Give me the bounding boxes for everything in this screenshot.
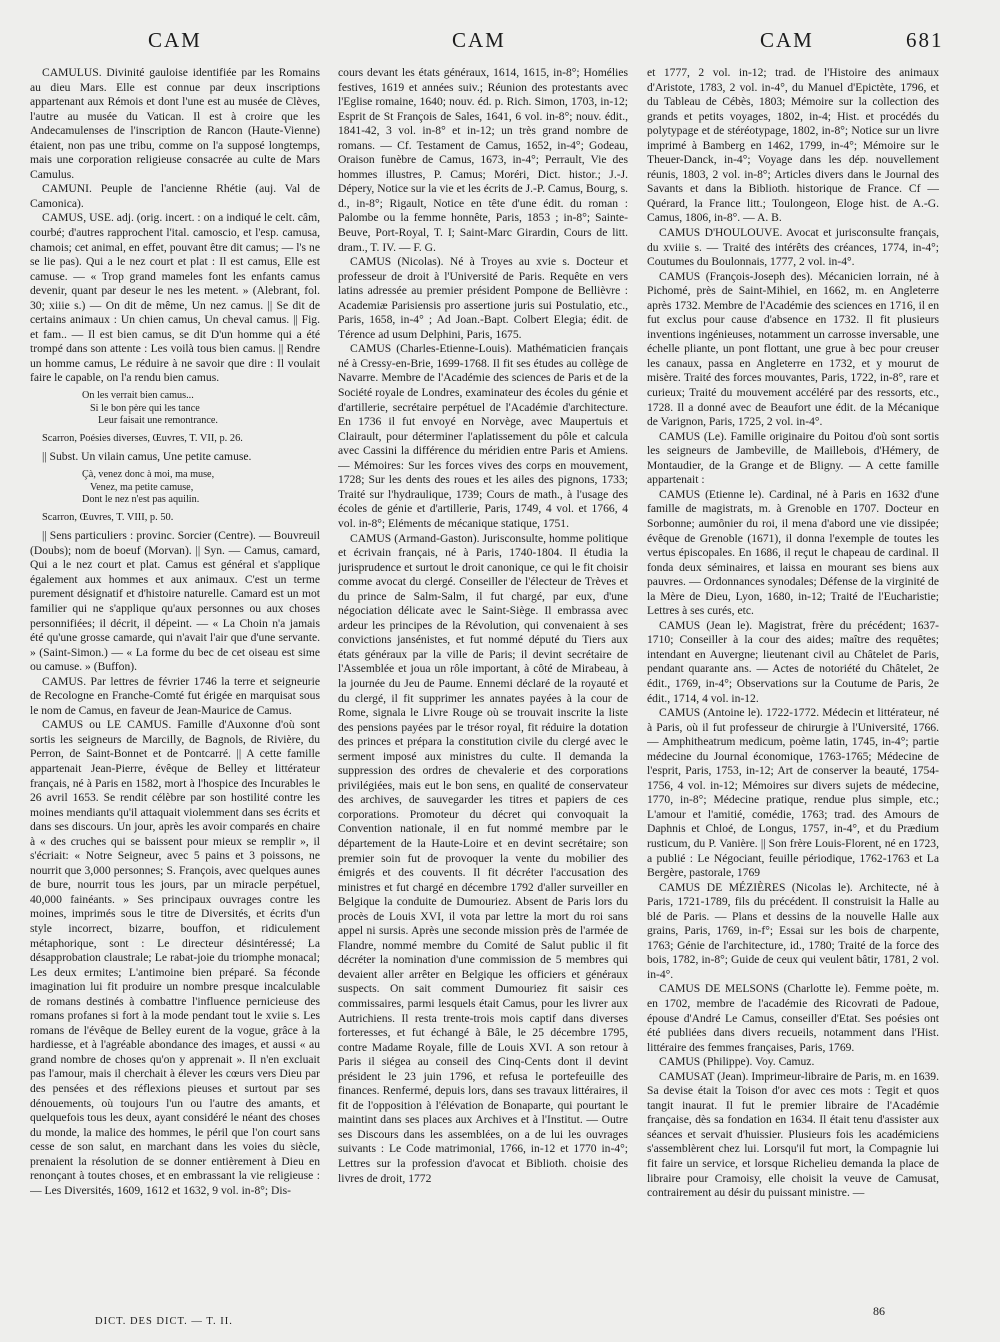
entry-camus-houlouve: CAMUS D'HOULOUVE. Avocat et jurisconsulte français, du xviiie s. — Traité des intérêts des créances, 1774, in-4°; Coutumes du Boulonnais, 1777, 2 vol. in-4°.: [647, 226, 939, 269]
entry-camus-etienne: CAMUS (Etienne le). Cardinal, né à Paris en 1632 d'une famille de magistrats, m. à Grenoble en 1707. Docteur en Sorbonne; aumônier du roi, il mena d'abord une vie dissipée; évêque de Grenoble (1671), il donna l'exemple de toutes les vertus épiscopales. En 1686, il reçut le chapeau de cardinal. Il fonda deux séminaires, et laissa en mourant ses biens aux pauvres. — Ordonnances synodales; Défense de la virginité de la Mère de Dieu, Lyon, 1680, in-12; Traité de l'Eucharistie; Lettres à ses curés, etc.: [647, 487, 939, 618]
entry-camus-nicolas: CAMUS (Nicolas). Né à Troyes au xvie s. Docteur et professeur de droit à l'Université de Paris. Requête en vers latins adressée au premier président Pompone de Bellièvre : Academiæ Parisiensis pro assertione juris sui Postulatio, etc., Paris, 1658, in-4° ; Ad Joan.-Bapt. Colbert Elegia; édit. de Térence ad usum Delphini, Paris, 1675.: [338, 255, 628, 341]
page-number: 681: [906, 28, 944, 52]
verse-quote: [82, 469, 320, 507]
verse-line: Venez, ma petite camuse,: [90, 481, 194, 493]
entry-camus-adj: CAMUS, USE. adj. (orig. incert. : on a indiqué le celt. câm, courbé; d'autres rapprochent l'ital. camoscio, et l'esp. camusa, chamois; cet animal, en effet, pouvant être dit camus; — l's ne se lie pas). Qui a le nez court et plat : Il est camus, Elle est camuse. — « Trop grand mameles font les enfants camus devenir, quant par deseur le nes les metent. » (Alebrant, fol. 30; xiiie s.) — On dit de même, Un nez camus. || Se dit de certains animaux : Un chien camus, Un cheval camus. || Fig. et fam.. — Il est bien camus, se dit D'un homme qui a été trompé dans son attente : Les voilà tous bien camus. || Rendre un homme camus, Le réduire à ne savoir que dire : Il voulait faire le capable, on l'a rendu bien camus.: [30, 211, 320, 385]
entry-camus-francois: CAMUS (François-Joseph des). Mécanicien lorrain, né à Pichomé, près de Saint-Mihiel, en 1662, m. en Angleterre après 1732. Membre de l'Académie des sciences en 1716, il en fut exclus pour cause d'absence en 1732. Il fit plusieurs inventions ingénieuses, notamment un carrosse inversable, une échelle pliante, un pont flottant, une grue à bec pour creuser les canaux, passa en Angleterre en 1732, et y mourut de misère. Traité des forces mouvantes, Paris, 1722, in-8°, rare et curieux; Traité du mouvement accéléré par des ressorts, etc., 1728. Il a donné avec de Beaufort une édit. de la Mécanique de Varignon, Paris, 1725, 2 vol. in-4°.: [647, 269, 939, 429]
entry-camuni: CAMUNI. Peuple de l'ancienne Rhétie (auj. Val de Camonica).: [30, 182, 320, 210]
entry-camus-charles: CAMUS (Charles-Etienne-Louis). Mathématicien français né à Cressy-en-Brie, 1699-1768. Il fit ses études au collège de Navarre. Membre de l'Académie des sciences de Paris et de la Société royale de Londres, examinateur des écoles du génie et d'artillerie, secrétaire perpétuel de l'Académie d'architecture. En 1736 il fut envoyé en Norvège, avec Maupertuis et Clairault, pour déterminer l'aplatissement du pôle et calcula avec Cassini la différence du méridien entre Paris et Amiens. — Mémoires: Sur les forces vives des corps en mouvement, 1728; Sur les dents des roues et les ailes des pignons, 1733; Traité sur l'hydraulique, 1739; Cours de math., à l'usage des écoles de génie et d'artillerie, Paris, 1749, 4 vol. et 1766, 4 vol. in-8°; Eléments de mécanique statique, 1751.: [338, 342, 628, 530]
entry-camus-armand: CAMUS (Armand-Gaston). Jurisconsulte, homme politique et écrivain français, né à Paris, 1740-1804. Il étudia la jurisprudence et surtout le droit canonique, ce qui le fit choisir comme avocat du clergé. Conseiller de l'électeur de Trèves et du prince de Salm-Salm, il fut chargé, par eux, d'une négociation délicate avec le Saint-Siège. Il embrassa avec ardeur les principes de la Révolution, qui convenaient à ses convictions jansénistes, et fut nommé député du Tiers aux états généraux par la ville de Paris; il devint secrétaire de l'Assemblée et joua un rôle important, à côté de Mirabeau, à la journée du Jeu de Paume. Ennemi déclaré de la royauté et du clergé, il fit supprimer les annates payées à la cour de Rome, signala le Livre Rouge où se trouvait inscrite la liste des pensions payées par le trésor royal, fit réduire la dotation des princes et prépara la constitution civile du clergé avec le serment imposé aux ministres du culte. Il demanda la suppression des ordres de chevalerie et des corporations privilégiées, mais eut le bon sens, en qualité de conservateur des archives, de sauvegarder les titres et papiers de ces corporations. Promoteur du décret qui convoquait la Convention nationale, il en fut nommé membre par le département de la Haute-Loire et en devint secrétaire; son premier soin fut de provoquer la vente du mobilier des émigrés et des couvents. Il fit décréter l'accusation des ministres et fut chargé en décembre 1792 d'aller surveiller en Belgique la conduite de Dumouriez. Absent de Paris lors du procès de Louis XVI, il vota par lettre la mort du roi sans appel ni sursis. Après une seconde mission près de l'armée de Flandre, nommé membre du Comité de Salut public il fit décréter la nomination d'une commission de 5 membres qui devaient aller arrêter en Belgique les officiers et généraux suspects. On sait comment Dumouriez fit saisir ces commissaires, parmi lesquels était Camus, pour les livrer aux Autrichiens. Il resta trente-trois mois captif dans diverses forteresses, et fut échangé à Bâle, le 25 décembre 1795, contre Madame Royale, fille de Louis XVI. A son retour à Paris il siégea au conseil des Cinq-Cents dont il devint président le 23 juin 1796, et refusa le portefeuille des finances. Renfermé, depuis lors, dans ses travaux littéraires, il fit de l'opposition à l'élévation de Bonaparte, qui pourtant le maintint dans ses places aux Archives et à l'Institut. — Outre ses Discours dans les assemblées, on a de lui les ouvrages suivants : Le Code matrimonial, 1766, in-12 et 1770 in-4°; Lettres sur la profession d'avocat et Biblioth. choisie des livres de droit, 1772: [338, 531, 628, 1185]
entry-camulus: CAMULUS. Divinité gauloise identifiée par les Romains au dieu Mars. Elle est connue par deux inscriptions appartenant aux Rémois et dont l'une est au musée de Clèves, l'autre au musée du Vatican. Il est à croire que les Andecamulenses de l'inscription de Rancon (Haute-Vienne) étaient, non pas une tribu, comme on l'a supposé longtemps, mais une corporation religieuse consacrée au culte de Mars Camulus.: [30, 66, 320, 181]
entry-continuation: et 1777, 2 vol. in-12; trad. de l'Histoire des animaux d'Aristote, 1783, 2 vol. in-4°, du Manuel d'Epictète, 1796, et du Tableau de Cébès, 1803; Mémoire sur la collection des grands et petits voyages, 1802, in-4; Hist. et procédés du polytypage et de stéréotypage, 1802, in-8°; Notice sur un livre imprimé à Bamberg en 1462, 1799, in-4°; Mémoire sur le Theuer-Danck, in-4°; Voyage dans les dép. nouvellement réunis, 1803, 2 vol. in-8°; Articles divers dans le Journal des Savants et dans la Biblioth. historique de France. Cf — Quérard, la France litt.; Toulongeon, Eloge hist. de A.-G. Camus, 1806, in-8°. — A. B.: [647, 66, 939, 225]
entry-sens-particuliers: || Sens particuliers : provinc. Sorcier (Centre). — Bouvreuil (Doubs); nom de boeuf (Morvan). || Syn. — Camus, camard, Qui a le nez court et plat. Camus est général et s'applique également aux hommes et aux animaux. C'est un terme purement désignatif et d'histoire naturelle. Camard est un mot familier qui ne s'applique qu'aux personnes ou aux choses personnifiées; il décrit, il dépeint. — « La Choin n'a jamais été qu'une grosse camarde, qui n'avait l'air que d'une servante. » (Saint-Simon.) — « La forme du bec de cet oiseau est sime ou camuse. » (Buffon).: [30, 529, 320, 674]
entry-camus-antoine: CAMUS (Antoine le). 1722-1772. Médecin et littérateur, né à Paris, où il fut professeur de chirurgie à l'Université, 1766. — Amphitheatrum medicum, poème latin, 1745, in-4°; partie médecine du Journal économique, 1763-1765; Médecine de l'esprit, Paris, 1753, in-12; Art de conserver la beauté, 1754-1756, 4 vol. in-12; Mémoires sur divers sujets de médecine, 1770, in-8°; Médecine pratique, rendue plus simple, etc.; L'amour et l'amitié, comédie, 1763; trad. des Amours de Daphnis et Chloé, de Longus, 1757, in-4°, et du Prædium rusticum, du P. Vanière. || Son frère Louis-Florent, né en 1723, a publié : Le Négociant, feuille périodique, 1762-1763 et La Bergère, pastorale, 1769: [647, 706, 939, 880]
entry-camusat: CAMUSAT (Jean). Imprimeur-libraire de Paris, m. en 1639. Sa devise était la Toison d'or avec ces mots : Tegit et quos tangit inaurat. Il fut le premier libraire de l'Académie française, dès sa fondation en 1634. Il était tenu d'assister aux séances et servait d'huissier. Plusieurs fois les académiciens s'assemblèrent chez lui. Lorsqu'il fut mort, la Compagnie lui fit faire un service, et lorsque Richelieu demanda la place de libraire pour Cramoisy, elle choisit la veuve de Camusat, contrairement au désir du puissant ministre. —: [647, 1069, 939, 1200]
entry-camus-le: CAMUS (Le). Famille originaire du Poitou d'où sont sortis les seigneurs de Jambeville, de Maillebois, d'Hémery, de Montaudier, de la Grange et de Bligny. — A cette famille appartenait :: [647, 429, 939, 487]
verse-line: Si le bon père qui les tance: [90, 402, 200, 414]
header-right: CAM: [760, 28, 814, 52]
column-right: [647, 66, 939, 1324]
verse-line: Dont le nez n'est pas aquilin.: [82, 494, 200, 506]
quote-source: Scarron, Œuvres, T. VIII, p. 50.: [42, 511, 174, 523]
verse-line: Leur faisait une remontrance.: [98, 415, 218, 427]
entry-camus-melsons: CAMUS DE MELSONS (Charlotte le). Femme poète, m. en 1702, membre de l'académie des Ricovrati de Padoue, épouse d'André Le Camus, conseiller d'Etat. Ses poésies ont été publiées dans divers recueils, notamment dans l'Hist. littéraire des femmes françaises, Paris, 1769.: [647, 982, 939, 1054]
entry-camus-auxonne: CAMUS ou LE CAMUS. Famille d'Auxonne d'où sont sortis les seigneurs de Marcilly, de Bagnols, de Rivière, du Perron, de Saint-Bonnet et de Pontcarré. || A cette famille appartenait Jean-Pierre, évêque de Belley et littérateur français, né à Paris en 1582, mort à l'hospice des Incurables le 26 avril 1653. Se rendit célèbre par son hostilité contre les moines mendiants qu'il attaquait violemment dans ses écrits et dans ses discours. Un jour, après les avoir comparés en chaire à « des cruches qui se baissent pour mieux se remplir », il s'écriait: « Notre Seigneur, avec 5 pains et 3 poissons, ne nourrit que 3,000 personnes; S. François, avec quelques aunes de bure, nourrit tous les jours, par un miracle perpétuel, 40,000 fainéants. » Ses principaux ouvrages contre les moines, imprimés sous le titre de Diversités, et écrits d'un style incorrect, bizarre, bouffon, et ridiculement métaphorique, sont : Le directeur désintéressé; La désapprobation claustrale; Le rabat-joie du triomphe monacal; Les deux ermites; L'antimoine bien préparé. Sa féconde imagination lui fit produire un nombre presque incalculable de romans destinés à combattre l'influence pernicieuse des romans profanes si fort à la mode pendant tout le xviie s. Les romans de l'évêque de Belley eurent de la vogue, grâce à la hardiesse, et à l'agréable abondance des images, et aussi « au grand nombre de choses qu'on y apprenait ». Il n'en excluait pas l'amour, mais il cherchait à élever les cœurs vers Dieu par des pensées et des réflexions pieuses et surtout par ses dénouements, où toujours l'un ou l'autre des amants, et quelquefois tous les deux, ayant considéré le néant des choses du monde, la malice des hommes, le péril que l'on court sans cesse de son salut, en marchant dans les voies du siècle, prenaient la résolution de se donner entièrement à Dieu en renonçant à toutes choses, et en embrassant la vie religieuse : — Les Diversités, 1609, 1612 et 1632, 9 vol. in-8°; Dis-: [30, 718, 320, 1197]
header-center: CAM: [452, 28, 506, 52]
column-left: [30, 66, 320, 1324]
entry-camus-philippe: CAMUS (Philippe). Voy. Camuz.: [659, 1055, 815, 1069]
entry-continuation: cours devant les états généraux, 1614, 1615, in-8°; Homélies festives, 1619 et années suiv.; Réunion des protestants avec l'Eglise romaine, 1640; nouv. éd. p. Rich. Simon, 1703, in-12; Esprit de St François de Sales, 1641, 6 vol. in-8°; nouv. édit., 1841-42, 3 vol. in-8° et in-12; un très grand nombre de romans. — Cf. Testament de Camus, 1652, in-4°; Godeau, Oraison funèbre de Camus, 1673, in-4°; Perrault, Vie des hommes illustres, P. Camus; Moréri, Dict. histor.; J.-J. Dépery, Notice sur la vie et les écrits de J.-P. Camus, Bourg, s. d., in-8°; Rigault, Notice en tête d'une édit. du roman : Palombe ou la femme honnête, Paris, 1853 ; in-8°; Sainte-Beuve, Port-Royal, T. I; Saint-Marc Girardin, Cours de litt. dram., T. IV. — F. G.: [338, 66, 628, 254]
entry-subst: || Subst. Un vilain camus, Une petite camuse.: [42, 450, 252, 464]
footer-signature: DICT. DES DICT. — T. II.: [95, 1316, 233, 1327]
verse-line: On les verrait bien camus...: [82, 390, 194, 402]
entry-camus-recologne: CAMUS. Par lettres de février 1746 la terre et seigneurie de Recologne en Franche-Comté fut érigée en marquisat sous le nom de Camus, en faveur de Jean-Maurice de Camus.: [30, 674, 320, 717]
header-left: CAM: [148, 28, 202, 52]
entry-camus-jean: CAMUS (Jean le). Magistrat, frère du précédent; 1637-1710; Conseiller à la cour des aides; maître des requêtes; intendant en Auvergne; lieutenant civil au Châtelet de Paris, pendant quarante ans. — Actes de notoriété du Châtelet, 2e édit., 1769, in-4°; Observations sur la Coutume de Paris, 2e édit., 1714, 4 vol. in-12.: [647, 618, 939, 705]
sheet-number: 86: [873, 1304, 885, 1318]
verse-line: Çà, venez donc à moi, ma muse,: [82, 468, 215, 480]
quote-source: Scarron, Poésies diverses, Œuvres, T. VII, p. 26.: [42, 432, 243, 444]
column-middle: [338, 66, 628, 1324]
verse-quote: [82, 390, 320, 428]
entry-camus-mezieres: CAMUS DE MÉZIÈRES (Nicolas le). Architecte, né à Paris, 1721-1789, fils du précédent. Il construisit la Halle au blé de Paris. — Plans et dessins de la nouvelle Halle aux grains, Paris, 1769, in-f°; Essai sur les bois de charpente, 1763; Génie de l'architecture, id., 1780; Traité de la force des bois, 1782, in-8°; Guide de ceux qui veulent bâtir, 1781, 2 vol. in-4°.: [647, 880, 939, 981]
